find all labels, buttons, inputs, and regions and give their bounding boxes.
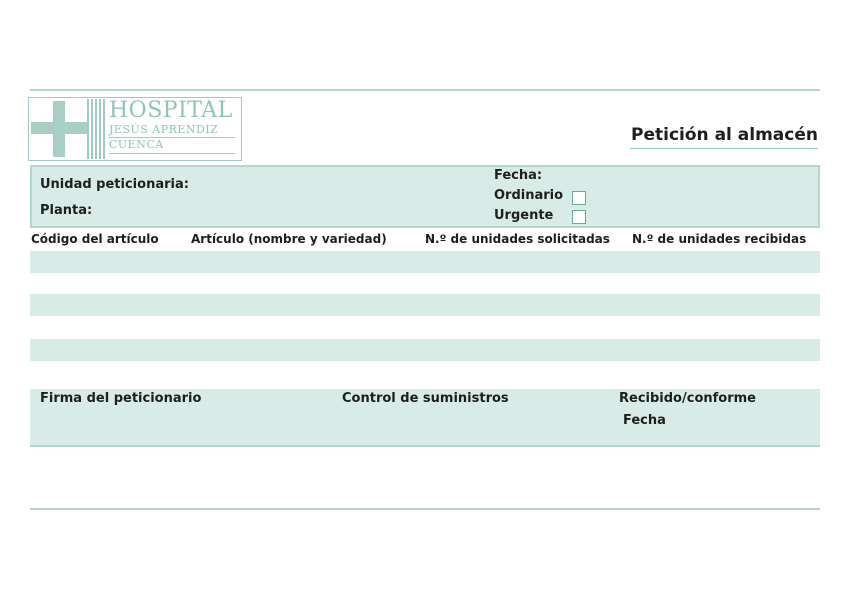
- title-underline: [630, 148, 818, 149]
- page-title: Petición al almacén: [631, 125, 818, 145]
- request-header-box: [30, 165, 820, 228]
- ordinario-checkbox[interactable]: [572, 191, 586, 205]
- signature-box: [30, 389, 820, 445]
- planta-label: Planta:: [40, 203, 93, 218]
- ordinario-label: Ordinario: [494, 188, 564, 203]
- bottom-rule: [30, 508, 820, 510]
- logo-line-city: CUENCA: [109, 138, 164, 151]
- cross-icon-bar: [31, 122, 87, 134]
- column-header-articulo: Artículo (nombre y variedad): [191, 232, 387, 246]
- urgente-label: Urgente: [494, 208, 554, 223]
- column-header-solicitadas: N.º de unidades solicitadas: [425, 232, 610, 246]
- table-row[interactable]: [30, 294, 820, 316]
- firma-label: Firma del peticionario: [40, 391, 202, 406]
- column-header-codigo: Código del artículo: [31, 232, 159, 246]
- table-row[interactable]: [30, 251, 820, 273]
- logo-bars: [87, 99, 105, 159]
- table-row[interactable]: [30, 339, 820, 361]
- logo-line-hospital: HOSPITAL: [109, 98, 233, 123]
- recibido-label: Recibido/conforme: [619, 391, 756, 406]
- unidad-label: Unidad peticionaria:: [40, 177, 189, 192]
- top-rule: [30, 89, 820, 91]
- column-header-recibidas: N.º de unidades recibidas: [632, 232, 807, 246]
- urgente-checkbox[interactable]: [572, 210, 586, 224]
- hospital-logo: [28, 97, 242, 161]
- logo-underline: [109, 153, 235, 154]
- control-label: Control de suministros: [342, 391, 509, 406]
- signature-fecha-label: Fecha: [623, 413, 666, 428]
- logo-underline: [109, 137, 235, 138]
- signature-rule: [30, 445, 820, 447]
- logo-line-name: JESÚS APRENDIZ: [109, 123, 219, 136]
- fecha-label: Fecha:: [494, 168, 543, 183]
